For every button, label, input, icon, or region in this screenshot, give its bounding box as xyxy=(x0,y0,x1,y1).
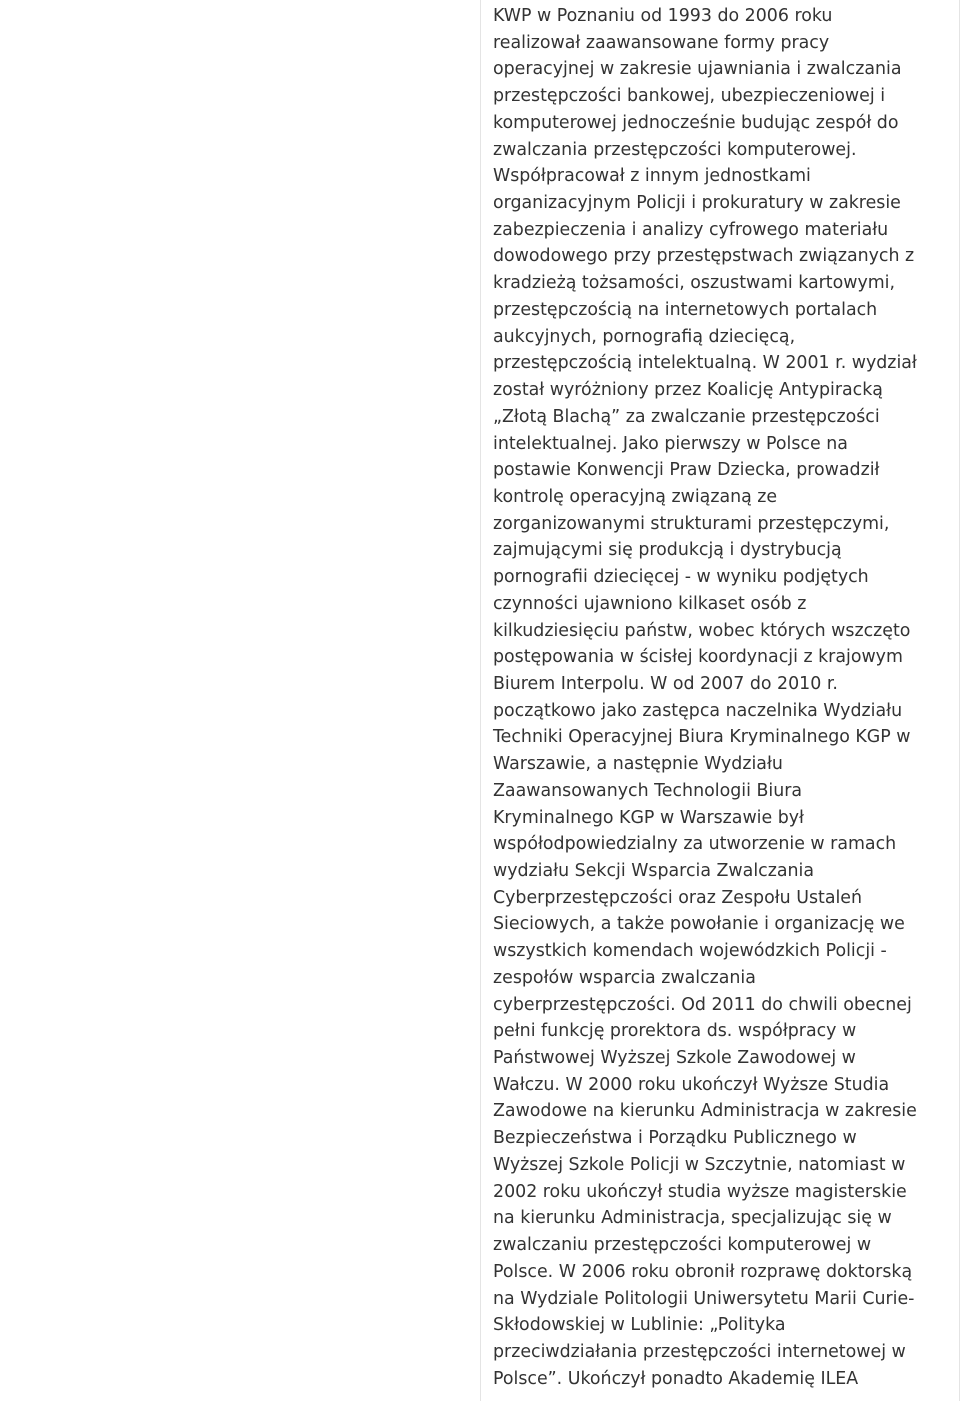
text-line: Biurem Interpolu. W od 2007 do 2010 r. xyxy=(493,673,838,694)
text-line: przeciwdziałania przestępczości internetowej w xyxy=(493,1341,906,1362)
text-line: Współpracował z innym jednostkami xyxy=(493,166,811,187)
biography-paragraph xyxy=(493,3,960,1392)
text-line: organizacyjnym Policji i prokuratury w zakresie xyxy=(493,193,901,214)
text-line: Cyberprzestępczości oraz Zespołu Ustaleń xyxy=(493,887,863,908)
text-line: KWP w Poznaniu od 1993 do 2006 roku xyxy=(493,6,833,26)
text-line: pornografii dziecięcej - w wyniku podjętych xyxy=(493,567,869,588)
text-line: czynności ujawniono kilkaset osób z xyxy=(493,593,807,614)
text-line: Techniki Operacyjnej Biura Kryminalnego KGP w xyxy=(493,727,911,748)
text-line: Zaawansowanych Technologii Biura xyxy=(493,780,803,801)
text-line: współodpowiedzialny za utworzenie w ramach xyxy=(493,834,897,855)
text-line: Sieciowych, a także powołanie i organizację we xyxy=(493,914,905,935)
text-line: na Wydziale Politologii Uniwersytetu Marii Curie- xyxy=(493,1288,915,1309)
text-line: Polsce”. Ukończył ponadto Akademię ILEA xyxy=(493,1368,859,1389)
text-line: postępowania w ścisłej koordynacji z krajowym xyxy=(493,647,903,668)
text-line: kradzieżą tożsamości, oszustwami kartowymi, xyxy=(493,273,896,294)
text-line: realizował zaawansowane formy pracy xyxy=(493,32,830,53)
text-line: Kryminalnego KGP w Warszawie był xyxy=(493,807,804,828)
text-line: Wałczu. W 2000 roku ukończył Wyższe Studia xyxy=(493,1074,890,1095)
text-line: zwalczania przestępczości komputerowej. xyxy=(493,139,857,160)
text-line: kontrolę operacyjną związaną ze xyxy=(493,486,778,507)
text-line: przestępczością intelektualną. W 2001 r. wydział xyxy=(493,353,917,374)
text-line: intelektualnej. Jako pierwszy w Polsce na xyxy=(493,433,848,454)
text-line: przestępczością na internetowych portalach xyxy=(493,299,878,320)
text-line: aukcyjnych, pornografią dziecięcą, xyxy=(493,326,796,347)
text-line: Zawodowe na kierunku Administracja w zakresie xyxy=(493,1101,917,1122)
text-line: zespołów wsparcia zwalczania xyxy=(493,967,756,988)
text-line: Państwowej Wyższej Szkole Zawodowej w xyxy=(493,1048,856,1069)
text-line: komputerowej jednocześnie budując zespół do xyxy=(493,112,899,133)
text-line: Bezpieczeństwa i Porządku Publicznego w xyxy=(493,1128,857,1149)
text-line: pełni funkcję prorektora ds. współpracy w xyxy=(493,1021,857,1042)
text-line: zorganizowanymi strukturami przestępczymi, xyxy=(493,513,890,534)
text-line: Warszawie, a następnie Wydziału xyxy=(493,754,783,775)
text-line: został wyróżniony przez Koalicję Antypiracką xyxy=(493,380,883,401)
text-line: zabezpieczenia i analizy cyfrowego materiału xyxy=(493,219,889,240)
text-line: zajmującymi się produkcją i dystrybucją xyxy=(493,540,842,561)
text-line: na kierunku Administracja, specjalizując się w xyxy=(493,1208,892,1229)
text-line: 2002 roku ukończył studia wyższe magisterskie xyxy=(493,1181,907,1202)
text-line: Wyższej Szkole Policji w Szczytnie, natomiast w xyxy=(493,1154,906,1175)
text-line: Skłodowskiej w Lublinie: „Polityka xyxy=(493,1315,786,1336)
text-line: wszystkich komendach wojewódzkich Policji - xyxy=(493,941,887,962)
text-line: operacyjnej w zakresie ujawniania i zwalczania xyxy=(493,59,902,80)
text-line: wydziału Sekcji Wsparcia Zwalczania xyxy=(493,861,815,881)
text-line: początkowo jako zastępca naczelnika Wydziału xyxy=(493,700,903,721)
text-line: cyberprzestępczości. Od 2011 do chwili obecnej xyxy=(493,994,912,1015)
text-line: zwalczaniu przestępczości komputerowej w xyxy=(493,1235,872,1256)
text-line: „Złotą Blachą” za zwalczanie przestępczości xyxy=(493,406,880,427)
text-line: kilkudziesięciu państw, wobec których wszczęto xyxy=(493,620,911,641)
text-line: dowodowego przy przestępstwach związanych z xyxy=(493,246,915,267)
text-line: Polsce. W 2006 roku obronił rozprawę doktorską xyxy=(493,1261,913,1282)
text-line: przestępczości bankowej, ubezpieczeniowej i xyxy=(493,86,886,107)
text-line: postawie Konwencji Praw Dziecka, prowadził xyxy=(493,460,880,481)
